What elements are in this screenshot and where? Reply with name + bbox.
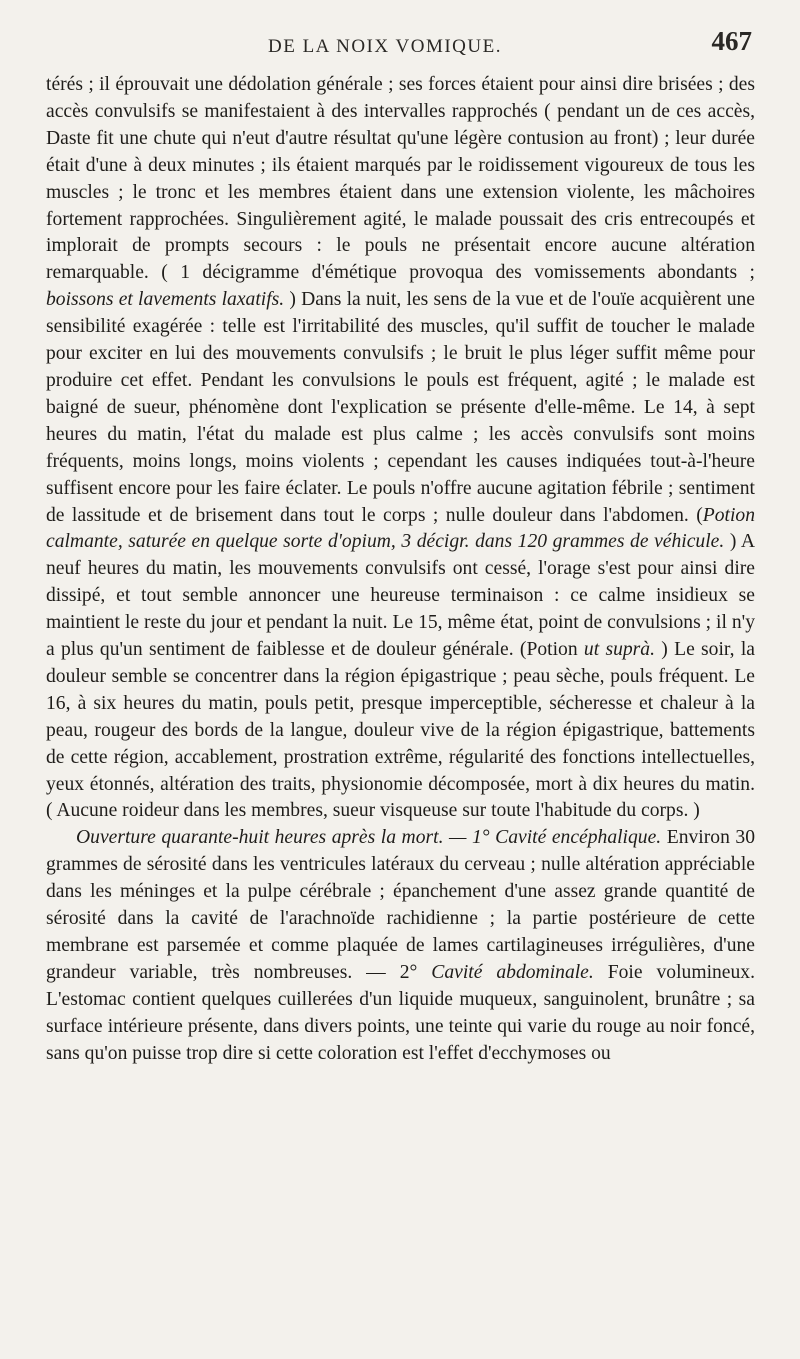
page-number: 467	[711, 26, 752, 56]
text-run: ) A neuf heures du matin, les mouvements convulsifs ont cessé, l'orage s'est pour ainsi dire dissipé, et tout semble annoncer une heureuse terminaison : ce calme insidieux se maintient le reste du jour et pendant la nuit. Le 15, même état, point de convulsions ; il n'y a plus qu'un sentiment de faiblesse et de douleur générale. (Potion	[46, 531, 755, 661]
italic-run: Ouverture quarante-huit heures après la mort. — 1° Cavité encéphalique.	[76, 827, 662, 849]
text-run: Foie volumineux. L'estomac contient quelques cuillerées d'un liquide muqueux, sanguinolent, brunâtre ; sa surface intérieure présente, dans divers points, une teinte qui varie du rouge au noir foncé, sans qu'on puisse trop dire si cette coloration est l'effet d'ecchymoses ou	[46, 961, 755, 1064]
paragraph-case-report	[46, 72, 755, 825]
text-run: ) Dans la nuit, les sens de la vue et de l'ouïe acquièrent une sensibilité exagérée : telle est l'irritabilité des muscles, qu'il suffit de toucher le malade pour exciter en lui des mouvements convulsifs ; le bruit le plus léger suffit même pour produire cet effet. Pendant les convulsions le pouls est fréquent, agité ; le malade est baigné de sueur, phénomène dont l'explication se présente d'elle-même. Le 14, à sept heures du matin, l'état du malade est plus calme ; les accès convulsifs sont moins fréquents, moins longs, moins violents ; cependant les causes indiquées tout-à-l'heure suffisent encore pour les faire éclater. Le pouls n'offre aucune agitation fébrile ; sentiment de lassitude et de brisement dans tout le corps ; nulle douleur dans l'abdomen. (	[46, 289, 755, 526]
italic-run: boissons et lavements laxatifs.	[46, 289, 285, 311]
italic-run: Cavité abdominale.	[431, 961, 594, 983]
text-run: térés ; il éprouvait une dédolation générale ; ses forces étaient pour ainsi dire brisées ; des accès convulsifs se manifestaient à des intervalles rapprochés ( pendant un de ces accès, Daste fit une chute qui n'eut d'autre résultat qu'une légère contusion au front) ; leur durée était d'une à deux minutes ; ils étaient marqués par le roidissement vigoureux de tous les muscles ; le tronc et les membres étaient dans une extension violente, les mâchoires fortement rapprochées. Singulièrement agité, le malade poussait des cris entrecoupés et implorait de prompts secours : le pouls ne présentait encore aucune altération remarquable. ( 1 décigramme d'émétique provoqua des vomissements abondants ;	[46, 74, 755, 284]
text-run: Environ 30 grammes de sérosité dans les ventricules latéraux du cerveau ; nulle altération appréciable dans les méninges et la pulpe cérébrale ; épanchement d'une assez grande quantité de sérosité dans la cavité de l'arachnoïde rachidienne ; la partie postérieure de cette membrane est parsemée et comme plaquée de lames cartilagineuses irrégulières, d'une grandeur variable, très nombreuses. — 2°	[46, 827, 756, 983]
body-text	[46, 72, 755, 1068]
text-run: ) Le soir, la douleur semble se concentrer dans la région épigastrique ; peau sèche, pouls fréquent. Le 16, à six heures du matin, pouls petit, presque imperceptible, sécheresse et chaleur à la peau, rougeur des bords de la langue, douleur vive de la région épigastrique, battements de cette région, accablement, prostration extrême, régularité des fonctions intellectuelles, yeux étonnés, altération des traits, physionomie décomposée, mort à dix heures du matin. ( Aucune roideur dans les membres, sueur visqueuse sur toute l'habitude du corps. )	[46, 639, 755, 822]
paragraph-autopsy	[46, 825, 755, 1067]
italic-run: ut suprà.	[583, 639, 655, 661]
running-title: DE LA NOIX VOMIQUE.	[268, 36, 502, 57]
italic-run: Potion calmante, saturée en quelque sorte d'opium, 3 décigr. dans 120 grammes de véhicule.	[46, 504, 755, 553]
